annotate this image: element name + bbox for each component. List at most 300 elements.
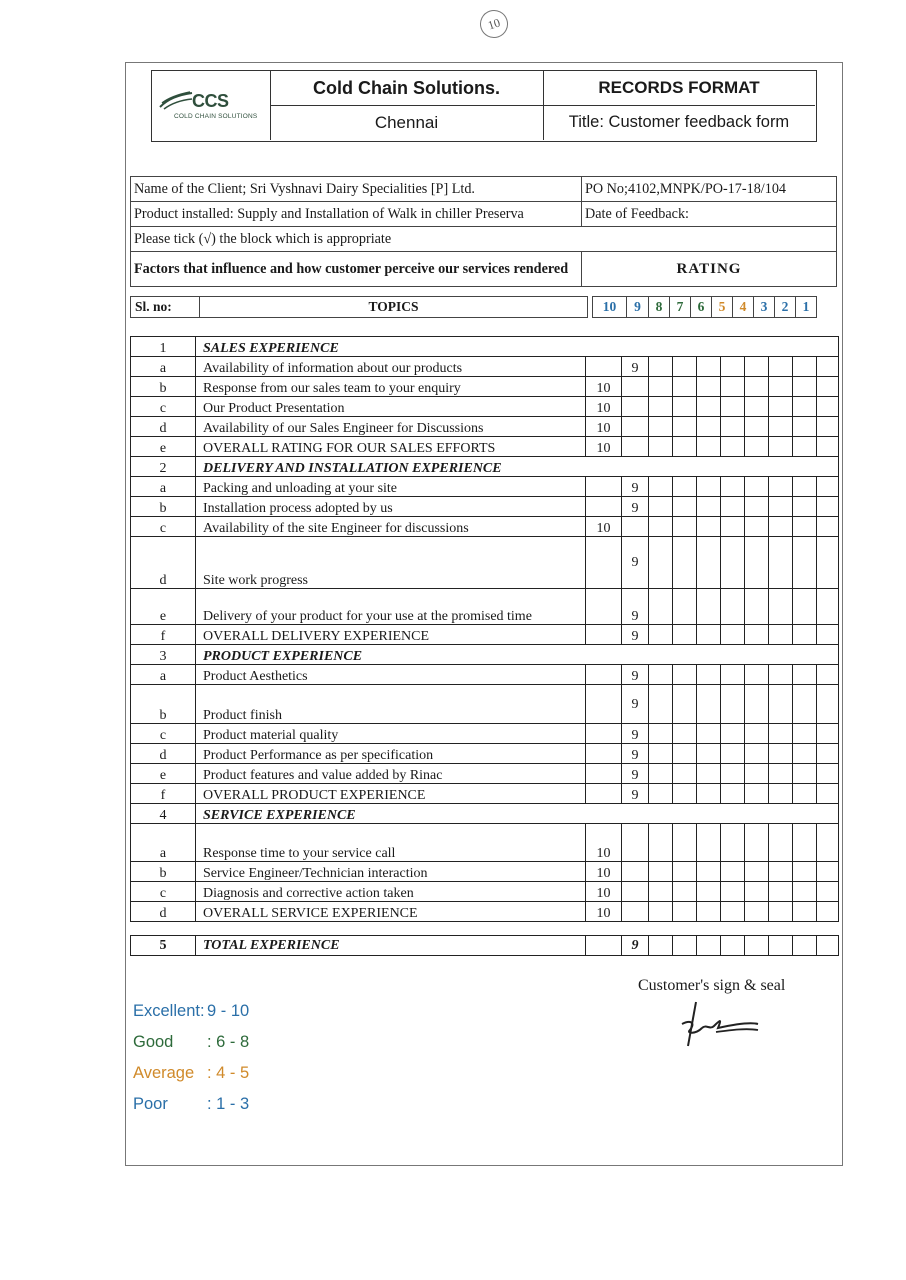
scale-3: 3	[754, 297, 775, 318]
topic-label: Packing and unloading at your site	[196, 477, 586, 497]
rating-cell-7[interactable]	[673, 625, 697, 645]
total-rating-5[interactable]	[721, 936, 745, 956]
rating-cell-4[interactable]	[745, 625, 769, 645]
rating-cell-2[interactable]	[793, 862, 817, 882]
rating-cell-10[interactable]: 10	[586, 417, 622, 437]
rating-cell-6[interactable]	[697, 625, 721, 645]
rating-cell-10[interactable]	[586, 589, 622, 625]
rating-cell-1[interactable]	[817, 417, 839, 437]
row-sl-no: e	[131, 589, 196, 625]
row-sl-no: c	[131, 882, 196, 902]
topic-row	[131, 665, 839, 685]
rating-cell-5[interactable]	[721, 537, 745, 589]
rating-cell-8[interactable]	[649, 477, 673, 497]
rating-cell-9[interactable]: 9	[622, 497, 649, 517]
rating-cell-9[interactable]: 9	[622, 537, 649, 589]
rating-cell-8[interactable]	[649, 377, 673, 397]
rating-cell-10[interactable]: 10	[586, 377, 622, 397]
rating-cell-1[interactable]	[817, 497, 839, 517]
legend-label: Good	[133, 1033, 174, 1051]
rating-cell-8[interactable]	[649, 724, 673, 744]
rating-cell-8[interactable]	[649, 537, 673, 589]
po-number: PO No;4102,MNPK/PO-17-18/104	[582, 177, 837, 202]
rating-cell-6[interactable]	[697, 477, 721, 497]
rating-cell-6[interactable]	[697, 724, 721, 744]
rating-cell-5[interactable]	[721, 724, 745, 744]
topic-row	[131, 589, 839, 625]
rating-cell-7[interactable]	[673, 537, 697, 589]
rating-cell-4[interactable]	[745, 437, 769, 457]
rating-cell-9[interactable]	[622, 862, 649, 882]
records-format-label: RECORDS FORMAT	[543, 71, 815, 106]
ccs-leaf-icon	[158, 89, 194, 111]
rating-cell-8[interactable]	[649, 862, 673, 882]
rating-cell-6[interactable]	[697, 902, 721, 922]
row-sl-no: b	[131, 685, 196, 724]
rating-cell-4[interactable]	[745, 724, 769, 744]
rating-cell-10[interactable]	[586, 784, 622, 804]
rating-cell-7[interactable]	[673, 589, 697, 625]
row-sl-no: b	[131, 497, 196, 517]
scale-8: 8	[649, 297, 670, 318]
customer-signature	[676, 1000, 766, 1050]
rating-cell-9[interactable]	[622, 377, 649, 397]
rating-cell-1[interactable]	[817, 784, 839, 804]
rating-cell-6[interactable]	[697, 537, 721, 589]
rating-cell-4[interactable]	[745, 357, 769, 377]
row-sl-no: a	[131, 824, 196, 862]
rating-cell-8[interactable]	[649, 685, 673, 724]
row-sl-no: e	[131, 437, 196, 457]
rating-cell-7[interactable]	[673, 497, 697, 517]
rating-cell-5[interactable]	[721, 902, 745, 922]
rating-cell-9[interactable]: 9	[622, 744, 649, 764]
rating-cell-1[interactable]	[817, 437, 839, 457]
rating-cell-2[interactable]	[793, 357, 817, 377]
rating-cell-3[interactable]	[769, 417, 793, 437]
total-rating-9[interactable]: 9	[622, 936, 649, 956]
rating-cell-8[interactable]	[649, 764, 673, 784]
rating-cell-6[interactable]	[697, 784, 721, 804]
rating-cell-8[interactable]	[649, 625, 673, 645]
rating-cell-9[interactable]: 9	[622, 625, 649, 645]
topic-row	[131, 784, 839, 804]
topic-label: Site work progress	[196, 537, 586, 589]
rating-cell-2[interactable]	[793, 537, 817, 589]
rating-cell-8[interactable]	[649, 517, 673, 537]
rating-cell-7[interactable]	[673, 397, 697, 417]
scale-7: 7	[670, 297, 691, 318]
rating-cell-9[interactable]	[622, 882, 649, 902]
rating-cell-10[interactable]: 10	[586, 437, 622, 457]
form-title: Title: Customer feedback form	[568, 113, 790, 131]
rating-cell-1[interactable]	[817, 764, 839, 784]
rating-cell-9[interactable]: 9	[622, 357, 649, 377]
topic-row	[131, 437, 839, 457]
rating-cell-3[interactable]	[769, 724, 793, 744]
rating-cell-1[interactable]	[817, 824, 839, 862]
rating-cell-1[interactable]	[817, 517, 839, 537]
total-rating-8[interactable]	[649, 936, 673, 956]
rating-cell-5[interactable]	[721, 764, 745, 784]
total-rating-4[interactable]	[745, 936, 769, 956]
rating-cell-5[interactable]	[721, 497, 745, 517]
topic-label: OVERALL DELIVERY EXPERIENCE	[196, 625, 586, 645]
topic-row	[131, 685, 839, 724]
rating-cell-3[interactable]	[769, 437, 793, 457]
rating-cell-8[interactable]	[649, 357, 673, 377]
rating-cell-3[interactable]	[769, 824, 793, 862]
rating-cell-7[interactable]	[673, 784, 697, 804]
rating-cell-4[interactable]	[745, 537, 769, 589]
rating-cell-3[interactable]	[769, 764, 793, 784]
topic-label: Product finish	[196, 685, 586, 724]
scale-10: 10	[593, 297, 627, 318]
rating-scale-header	[130, 296, 817, 318]
rating-cell-9[interactable]: 9	[622, 764, 649, 784]
rating-cell-6[interactable]	[697, 517, 721, 537]
section-title: SALES EXPERIENCE	[196, 337, 839, 357]
topic-label: Product material quality	[196, 724, 586, 744]
rating-cell-1[interactable]	[817, 537, 839, 589]
rating-cell-4[interactable]	[745, 589, 769, 625]
rating-cell-6[interactable]	[697, 357, 721, 377]
rating-cell-5[interactable]	[721, 517, 745, 537]
rating-cell-2[interactable]	[793, 477, 817, 497]
total-rating-1[interactable]	[817, 936, 839, 956]
topic-row	[131, 357, 839, 377]
rating-cell-10[interactable]	[586, 685, 622, 724]
rating-cell-7[interactable]	[673, 417, 697, 437]
section-row	[131, 457, 839, 477]
rating-cell-7[interactable]	[673, 665, 697, 685]
rating-cell-3[interactable]	[769, 784, 793, 804]
rating-cell-8[interactable]	[649, 497, 673, 517]
topic-row	[131, 517, 839, 537]
rating-cell-3[interactable]	[769, 744, 793, 764]
row-sl-no: 4	[131, 804, 196, 824]
rating-cell-1[interactable]	[817, 862, 839, 882]
rating-cell-4[interactable]	[745, 824, 769, 862]
section-row	[131, 645, 839, 665]
rating-cell-2[interactable]	[793, 902, 817, 922]
topic-label: Product Aesthetics	[196, 665, 586, 685]
rating-cell-1[interactable]	[817, 377, 839, 397]
rating-cell-10[interactable]	[586, 497, 622, 517]
company-city: Chennai	[270, 105, 544, 140]
rating-cell-10[interactable]: 10	[586, 517, 622, 537]
rating-cell-3[interactable]	[769, 517, 793, 537]
row-sl-no: 3	[131, 645, 196, 665]
rating-cell-5[interactable]	[721, 862, 745, 882]
rating-cell-7[interactable]	[673, 685, 697, 724]
legend-range: : 1 - 3	[207, 1095, 250, 1113]
rating-cell-5[interactable]	[721, 744, 745, 764]
rating-cell-4[interactable]	[745, 397, 769, 417]
rating-cell-8[interactable]	[649, 589, 673, 625]
rating-cell-10[interactable]: 10	[586, 397, 622, 417]
rating-cell-3[interactable]	[769, 537, 793, 589]
legend-label: Excellent:	[133, 1002, 205, 1020]
rating-cell-6[interactable]	[697, 417, 721, 437]
rating-cell-2[interactable]	[793, 824, 817, 862]
rating-cell-7[interactable]	[673, 824, 697, 862]
rating-cell-6[interactable]	[697, 665, 721, 685]
rating-cell-4[interactable]	[745, 517, 769, 537]
rating-cell-5[interactable]	[721, 377, 745, 397]
rating-cell-10[interactable]	[586, 744, 622, 764]
rating-cell-8[interactable]	[649, 397, 673, 417]
rating-cell-9[interactable]	[622, 417, 649, 437]
rating-cell-10[interactable]: 10	[586, 882, 622, 902]
topic-label: OVERALL PRODUCT EXPERIENCE	[196, 784, 586, 804]
rating-cell-6[interactable]	[697, 882, 721, 902]
topic-row	[131, 377, 839, 397]
rating-cell-10[interactable]: 10	[586, 902, 622, 922]
rating-cell-3[interactable]	[769, 397, 793, 417]
rating-cell-10[interactable]	[586, 477, 622, 497]
customer-sign-label: Customer's sign & seal	[638, 977, 786, 994]
rating-cell-4[interactable]	[745, 685, 769, 724]
rating-cell-9[interactable]: 9	[622, 477, 649, 497]
topic-row	[131, 497, 839, 517]
rating-cell-8[interactable]	[649, 417, 673, 437]
rating-cell-4[interactable]	[745, 744, 769, 764]
total-topic: TOTAL EXPERIENCE	[196, 936, 586, 956]
topic-label: OVERALL RATING FOR OUR SALES EFFORTS	[196, 437, 586, 457]
logo-subtext: COLD CHAIN SOLUTIONS	[174, 113, 258, 120]
rating-cell-8[interactable]	[649, 784, 673, 804]
rating-cell-8[interactable]	[649, 824, 673, 862]
rating-cell-2[interactable]	[793, 377, 817, 397]
total-rating-6[interactable]	[697, 936, 721, 956]
rating-cell-4[interactable]	[745, 882, 769, 902]
rating-cell-5[interactable]	[721, 824, 745, 862]
rating-cell-3[interactable]	[769, 589, 793, 625]
total-rating-3[interactable]	[769, 936, 793, 956]
rating-cell-8[interactable]	[649, 902, 673, 922]
rating-cell-2[interactable]	[793, 397, 817, 417]
scale-1: 1	[796, 297, 817, 318]
rating-cell-4[interactable]	[745, 862, 769, 882]
rating-cell-1[interactable]	[817, 744, 839, 764]
product-installed: Product installed: Supply and Installation of Walk in chiller Preserva	[131, 202, 582, 227]
rating-cell-3[interactable]	[769, 882, 793, 902]
topic-label: Availability of our Sales Engineer for Discussions	[196, 417, 586, 437]
rating-cell-2[interactable]	[793, 589, 817, 625]
rating-cell-4[interactable]	[745, 784, 769, 804]
rating-cell-7[interactable]	[673, 517, 697, 537]
rating-cell-6[interactable]	[697, 377, 721, 397]
rating-cell-2[interactable]	[793, 625, 817, 645]
rating-cell-8[interactable]	[649, 744, 673, 764]
scale-4: 4	[733, 297, 754, 318]
rating-cell-10[interactable]: 10	[586, 824, 622, 862]
rating-cell-1[interactable]	[817, 589, 839, 625]
rating-cell-1[interactable]	[817, 477, 839, 497]
row-sl-no: a	[131, 665, 196, 685]
rating-cell-2[interactable]	[793, 882, 817, 902]
rating-cell-6[interactable]	[697, 764, 721, 784]
rating-cell-7[interactable]	[673, 477, 697, 497]
topic-label: Availability of the site Engineer for discussions	[196, 517, 586, 537]
topic-label: Installation process adopted by us	[196, 497, 586, 517]
rating-cell-5[interactable]	[721, 882, 745, 902]
sl-no-header: Sl. no:	[131, 297, 200, 318]
rating-cell-9[interactable]: 9	[622, 724, 649, 744]
row-sl-no: a	[131, 477, 196, 497]
rating-cell-7[interactable]	[673, 724, 697, 744]
rating-cell-8[interactable]	[649, 665, 673, 685]
row-sl-no: d	[131, 902, 196, 922]
total-rating-2[interactable]	[793, 936, 817, 956]
rating-cell-1[interactable]	[817, 882, 839, 902]
row-sl-no: c	[131, 724, 196, 744]
rating-cell-2[interactable]	[793, 744, 817, 764]
rating-cell-9[interactable]	[622, 824, 649, 862]
section-title: SERVICE EXPERIENCE	[196, 804, 839, 824]
rating-cell-4[interactable]	[745, 377, 769, 397]
rating-cell-5[interactable]	[721, 589, 745, 625]
rating-cell-7[interactable]	[673, 764, 697, 784]
rating-cell-7[interactable]	[673, 882, 697, 902]
row-sl-no: 1	[131, 337, 196, 357]
rating-cell-1[interactable]	[817, 357, 839, 377]
rating-cell-2[interactable]	[793, 437, 817, 457]
rating-cell-2[interactable]	[793, 497, 817, 517]
rating-cell-7[interactable]	[673, 902, 697, 922]
rating-cell-6[interactable]	[697, 824, 721, 862]
rating-cell-2[interactable]	[793, 517, 817, 537]
row-sl-no: a	[131, 357, 196, 377]
rating-cell-6[interactable]	[697, 744, 721, 764]
rating-cell-10[interactable]	[586, 357, 622, 377]
topic-row	[131, 882, 839, 902]
rating-cell-6[interactable]	[697, 437, 721, 457]
rating-cell-3[interactable]	[769, 497, 793, 517]
rating-cell-3[interactable]	[769, 665, 793, 685]
legend-item	[133, 1064, 249, 1083]
legend-range: : 6 - 8	[207, 1033, 250, 1051]
rating-cell-9[interactable]: 9	[622, 685, 649, 724]
rating-cell-3[interactable]	[769, 685, 793, 724]
rating-cell-7[interactable]	[673, 862, 697, 882]
rating-cell-5[interactable]	[721, 397, 745, 417]
scale-9: 9	[627, 297, 649, 318]
rating-cell-2[interactable]	[793, 724, 817, 744]
rating-cell-8[interactable]	[649, 882, 673, 902]
topic-row	[131, 824, 839, 862]
rating-cell-9[interactable]: 9	[622, 665, 649, 685]
topic-label: Response from our sales team to your enquiry	[196, 377, 586, 397]
topic-label: Service Engineer/Technician interaction	[196, 862, 586, 882]
rating-cell-6[interactable]	[697, 497, 721, 517]
rating-cell-1[interactable]	[817, 685, 839, 724]
rating-cell-2[interactable]	[793, 417, 817, 437]
rating-cell-6[interactable]	[697, 685, 721, 724]
row-sl-no: f	[131, 625, 196, 645]
rating-cell-9[interactable]	[622, 437, 649, 457]
rating-cell-3[interactable]	[769, 902, 793, 922]
rating-cell-10[interactable]: 10	[586, 862, 622, 882]
total-rating-10[interactable]	[586, 936, 622, 956]
rating-cell-5[interactable]	[721, 685, 745, 724]
rating-cell-10[interactable]	[586, 764, 622, 784]
rating-cell-1[interactable]	[817, 397, 839, 417]
rating-cell-3[interactable]	[769, 625, 793, 645]
rating-cell-5[interactable]	[721, 625, 745, 645]
rating-cell-7[interactable]	[673, 437, 697, 457]
rating-cell-1[interactable]	[817, 724, 839, 744]
feedback-ratings-table	[130, 336, 839, 922]
scale-2: 2	[775, 297, 796, 318]
total-rating-7[interactable]	[673, 936, 697, 956]
rating-cell-1[interactable]	[817, 665, 839, 685]
rating-cell-5[interactable]	[721, 784, 745, 804]
topic-label: Product Performance as per specification	[196, 744, 586, 764]
rating-cell-4[interactable]	[745, 665, 769, 685]
topic-row	[131, 902, 839, 922]
rating-cell-10[interactable]	[586, 537, 622, 589]
rating-cell-9[interactable]	[622, 397, 649, 417]
rating-cell-10[interactable]	[586, 625, 622, 645]
rating-cell-5[interactable]	[721, 437, 745, 457]
topic-row	[131, 764, 839, 784]
rating-cell-5[interactable]	[721, 477, 745, 497]
topic-label: Delivery of your product for your use at the promised time	[196, 589, 586, 625]
rating-cell-7[interactable]	[673, 357, 697, 377]
rating-cell-4[interactable]	[745, 417, 769, 437]
section-row	[131, 804, 839, 824]
rating-cell-10[interactable]	[586, 724, 622, 744]
rating-cell-7[interactable]	[673, 377, 697, 397]
rating-cell-9[interactable]: 9	[622, 589, 649, 625]
rating-cell-3[interactable]	[769, 862, 793, 882]
rating-cell-2[interactable]	[793, 764, 817, 784]
rating-cell-8[interactable]	[649, 437, 673, 457]
rating-cell-5[interactable]	[721, 417, 745, 437]
topic-label: OVERALL SERVICE EXPERIENCE	[196, 902, 586, 922]
rating-cell-5[interactable]	[721, 665, 745, 685]
rating-cell-3[interactable]	[769, 477, 793, 497]
rating-cell-5[interactable]	[721, 357, 745, 377]
rating-cell-1[interactable]	[817, 625, 839, 645]
rating-cell-9[interactable]	[622, 517, 649, 537]
row-sl-no: f	[131, 784, 196, 804]
rating-cell-2[interactable]	[793, 665, 817, 685]
rating-cell-6[interactable]	[697, 589, 721, 625]
rating-cell-4[interactable]	[745, 764, 769, 784]
rating-cell-2[interactable]	[793, 784, 817, 804]
rating-cell-9[interactable]: 9	[622, 784, 649, 804]
rating-cell-2[interactable]	[793, 685, 817, 724]
rating-cell-3[interactable]	[769, 357, 793, 377]
rating-cell-9[interactable]	[622, 902, 649, 922]
rating-cell-7[interactable]	[673, 744, 697, 764]
row-sl-no: b	[131, 862, 196, 882]
topic-label: Availability of information about our products	[196, 357, 586, 377]
rating-cell-6[interactable]	[697, 862, 721, 882]
rating-cell-3[interactable]	[769, 377, 793, 397]
total-experience-row	[131, 936, 839, 956]
rating-cell-10[interactable]	[586, 665, 622, 685]
rating-cell-4[interactable]	[745, 477, 769, 497]
rating-cell-1[interactable]	[817, 902, 839, 922]
rating-cell-4[interactable]	[745, 497, 769, 517]
rating-cell-6[interactable]	[697, 397, 721, 417]
topic-label: Our Product Presentation	[196, 397, 586, 417]
rating-cell-4[interactable]	[745, 902, 769, 922]
